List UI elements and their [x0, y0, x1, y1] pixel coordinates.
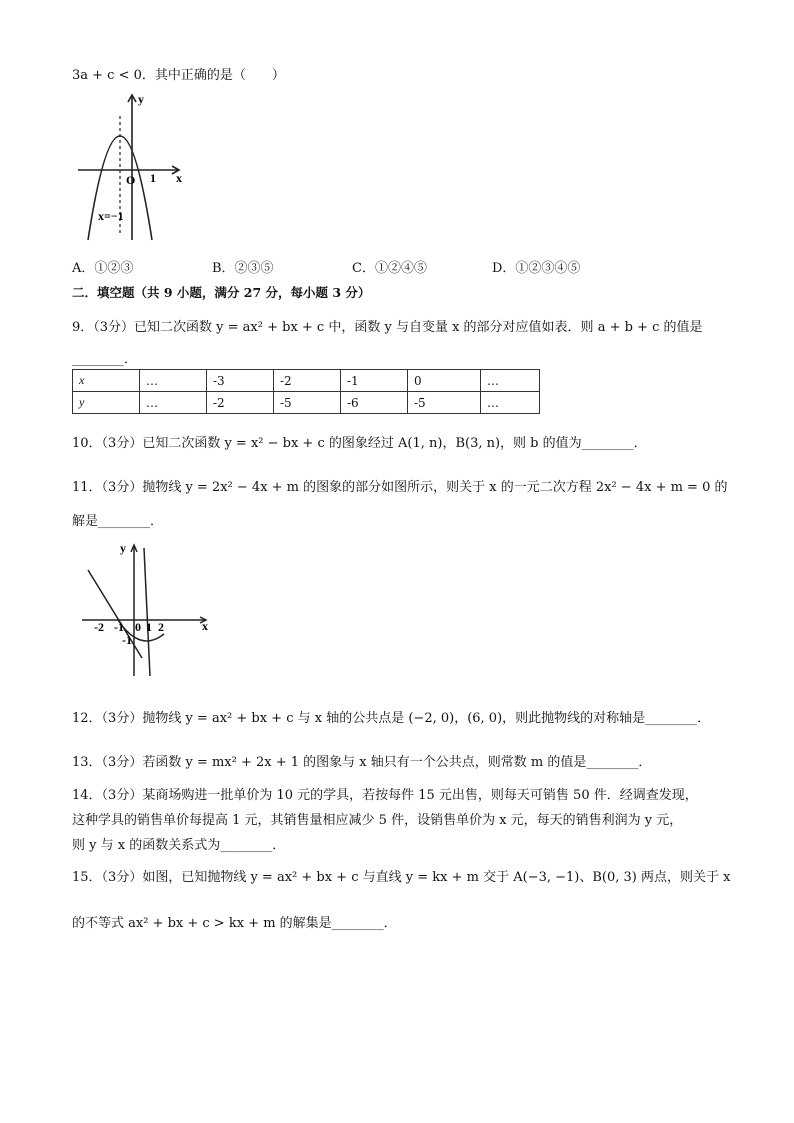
table-cell: -5 — [274, 392, 341, 414]
q11-tick-0: 0 — [135, 620, 141, 634]
q9-line1: 9．（3分）已知二次函数 y = ax² + bx + c 中，函数 y 与自变量 x 的部分对应值如表．则 a + b + c 的值是 — [72, 320, 703, 335]
table-cell: y — [73, 392, 140, 414]
q11-y-label: y — [120, 541, 126, 555]
table-cell: -3 — [207, 370, 274, 392]
table-cell: 0 — [408, 370, 481, 392]
q11-tick-m1: -1 — [114, 620, 124, 634]
q11-graph — [78, 538, 213, 680]
table-cell: … — [140, 370, 207, 392]
q8-one-label: 1 — [150, 171, 156, 185]
table-cell: … — [481, 392, 540, 414]
q14-line1: 14．（3分）某商场购进一批单价为 10 元的学具，若按每件 15 元出售，则每天可销售 50 件．经调查发现， — [72, 788, 698, 803]
q8-option-a: A．①②③ — [72, 261, 134, 276]
q8-origin-label: O — [126, 173, 136, 187]
q11-x-label: x — [202, 619, 208, 633]
q11-line-right — [144, 548, 150, 676]
q9-line2: ________． — [72, 352, 138, 367]
q13-line1: 13．（3分）若函数 y = mx² + 2x + 1 的图象与 x 轴只有一个公共点，则常数 m 的值是________． — [72, 755, 652, 770]
table-cell: -2 — [207, 392, 274, 414]
q11-tick-2: 2 — [158, 620, 164, 634]
q8-graph — [74, 90, 189, 245]
q12-line1: 12．（3分）抛物线 y = ax² + bx + c 与 x 轴的公共点是 (−2, 0)，(6, 0)，则此抛物线的对称轴是________． — [72, 711, 711, 726]
q11-tick-y-m1: -1 — [122, 633, 132, 647]
table-cell: -5 — [408, 392, 481, 414]
table-cell: x — [73, 370, 140, 392]
q8-option-c: C．①②④⑤ — [352, 261, 427, 276]
q8-axis-label: x=−1 — [98, 209, 124, 223]
table-cell: -6 — [341, 392, 408, 414]
q8-y-label: y — [138, 92, 144, 106]
table-row — [73, 370, 540, 392]
q11-tick-1: 1 — [146, 620, 152, 634]
q8-x-label: x — [176, 171, 182, 185]
table-row — [73, 392, 540, 414]
q11-line1: 11．（3分）抛物线 y = 2x² − 4x + m 的图象的部分如图所示，则关于 x 的一元二次方程 2x² − 4x + m = 0 的 — [72, 480, 728, 495]
q15-line2: 的不等式 ax² + bx + c > kx + m 的解集是________． — [72, 916, 397, 931]
q11-tick-m2: -2 — [94, 620, 104, 634]
q11-line2: 解是________． — [72, 514, 164, 529]
q10-line1: 10．（3分）已知二次函数 y = x² − bx + c 的图象经过 A(1, n)，B(3, n)，则 b 的值为________． — [72, 436, 647, 451]
q8-option-d: D．①②③④⑤ — [492, 261, 581, 276]
q8-tail-text: 3a + c < 0．其中正确的是（ ） — [72, 68, 285, 83]
table-cell: -2 — [274, 370, 341, 392]
table-cell: -1 — [341, 370, 408, 392]
section-heading: 二．填空题（共 9 小题，满分 27 分，每小题 3 分） — [72, 285, 371, 300]
table-cell: … — [481, 370, 540, 392]
table-cell: … — [140, 392, 207, 414]
q8-option-b: B．②③⑤ — [212, 261, 274, 276]
q15-line1: 15．（3分）如图，已知抛物线 y = ax² + bx + c 与直线 y = kx + m 交于 A(−3, −1)、B(0, 3) 两点，则关于 x — [72, 870, 731, 885]
q14-line2: 这种学具的销售单价每提高 1 元，其销售量相应减少 5 件，设销售单价为 x 元，每天的销售利润为 y 元， — [72, 813, 683, 828]
q9-value-table — [72, 369, 540, 414]
q14-line3: 则 y 与 x 的函数关系式为________． — [72, 838, 286, 853]
